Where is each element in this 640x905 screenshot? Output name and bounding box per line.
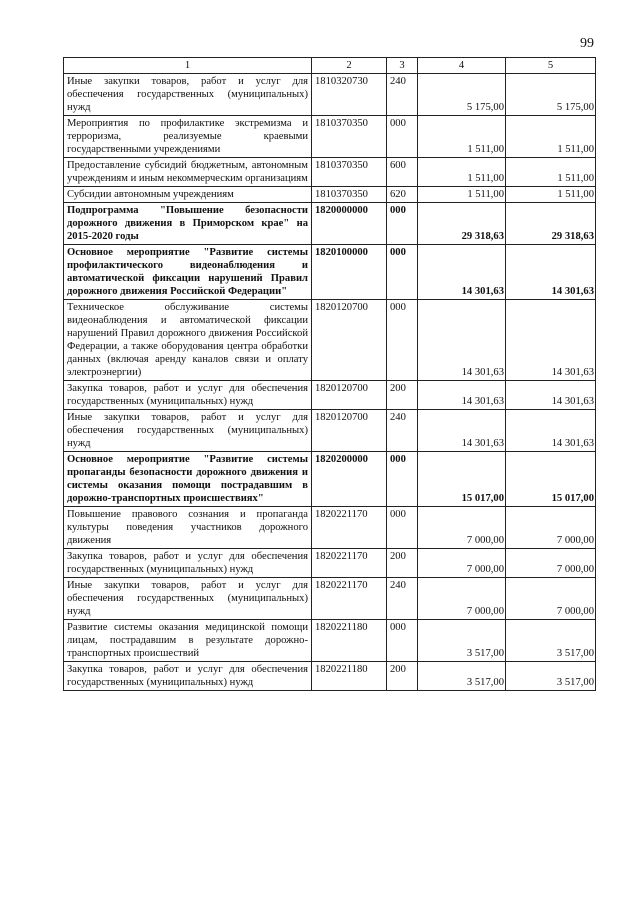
row-type-cell: 000: [387, 507, 418, 549]
row-type-cell: 000: [387, 620, 418, 662]
table-row: [64, 452, 596, 507]
row-amount-col4-cell: 1 511,00: [418, 187, 506, 203]
row-amount-col4-cell: 1 511,00: [418, 158, 506, 187]
row-amount-col5-cell: 1 511,00: [506, 158, 596, 187]
row-amount-col4-cell: 14 301,63: [418, 245, 506, 300]
row-code-cell: 1820221170: [312, 578, 387, 620]
row-code-cell: 1820120700: [312, 300, 387, 381]
header-row: [64, 58, 596, 74]
row-amount-col5-cell: 15 017,00: [506, 452, 596, 507]
row-code-cell: 1810370350: [312, 116, 387, 158]
table-row: [64, 549, 596, 578]
row-type-cell: 000: [387, 452, 418, 507]
row-name-cell: Закупка товаров, работ и услуг для обеспечения государственных (муниципальных) нужд: [64, 381, 312, 410]
table-row: [64, 245, 596, 300]
row-amount-col5-cell: 3 517,00: [506, 662, 596, 691]
row-name-cell: Повышение правового сознания и пропаганда культуры поведения участников дорожного движения: [64, 507, 312, 549]
row-amount-col4-cell: 14 301,63: [418, 410, 506, 452]
row-name-cell: Иные закупки товаров, работ и услуг для обеспечения государственных (муниципальных) нужд: [64, 578, 312, 620]
row-name-cell: Основное мероприятие "Развитие системы пропаганды безопасности дорожного движения и системы оказания помощи пострадавшим в дорожно-транспортных происшествиях": [64, 452, 312, 507]
row-name-cell: Иные закупки товаров, работ и услуг для обеспечения государственных (муниципальных) нужд: [64, 74, 312, 116]
table-row: [64, 507, 596, 549]
row-amount-col5-cell: 7 000,00: [506, 507, 596, 549]
row-amount-col4-cell: 7 000,00: [418, 578, 506, 620]
row-name-cell: Мероприятия по профилактике экстремизма и терроризма, реализуемые краевыми государственными учреждениями: [64, 116, 312, 158]
row-name-cell: Основное мероприятие "Развитие системы профилактического видеонаблюдения и автоматической фиксации нарушений Правил дорожного движения Российской Федерации": [64, 245, 312, 300]
row-amount-col5-cell: 29 318,63: [506, 203, 596, 245]
row-amount-col5-cell: 5 175,00: [506, 74, 596, 116]
row-amount-col5-cell: 14 301,63: [506, 410, 596, 452]
row-type-cell: 200: [387, 662, 418, 691]
row-type-cell: 000: [387, 203, 418, 245]
row-name-cell: Развитие системы оказания медицинской помощи лицам, пострадавшим в результате дорожно-транспортных происшествий: [64, 620, 312, 662]
header-cell-4: 4: [418, 58, 506, 74]
table-row: [64, 578, 596, 620]
row-name-cell: Субсидии автономным учреждениям: [64, 187, 312, 203]
table-row: [64, 74, 596, 116]
row-code-cell: 1820221170: [312, 507, 387, 549]
row-code-cell: 1820100000: [312, 245, 387, 300]
row-amount-col5-cell: 14 301,63: [506, 245, 596, 300]
row-type-cell: 200: [387, 549, 418, 578]
table-row: [64, 116, 596, 158]
row-name-cell: Закупка товаров, работ и услуг для обеспечения государственных (муниципальных) нужд: [64, 662, 312, 691]
table-row: [64, 158, 596, 187]
row-code-cell: 1810370350: [312, 158, 387, 187]
row-amount-col4-cell: 7 000,00: [418, 549, 506, 578]
row-amount-col5-cell: 14 301,63: [506, 300, 596, 381]
row-amount-col5-cell: 1 511,00: [506, 187, 596, 203]
row-name-cell: Закупка товаров, работ и услуг для обеспечения государственных (муниципальных) нужд: [64, 549, 312, 578]
row-code-cell: 1820120700: [312, 381, 387, 410]
table-header: [64, 58, 596, 74]
row-type-cell: 000: [387, 116, 418, 158]
row-code-cell: 1820000000: [312, 203, 387, 245]
row-code-cell: 1820200000: [312, 452, 387, 507]
header-cell-2: 2: [312, 58, 387, 74]
table-row: [64, 203, 596, 245]
row-amount-col5-cell: 7 000,00: [506, 549, 596, 578]
row-amount-col4-cell: 15 017,00: [418, 452, 506, 507]
row-amount-col4-cell: 29 318,63: [418, 203, 506, 245]
table-row: [64, 620, 596, 662]
row-name-cell: Предоставление субсидий бюджетным, автономным учреждениям и иным некоммерческим организациям: [64, 158, 312, 187]
table-row: [64, 662, 596, 691]
row-name-cell: Техническое обслуживание системы видеонаблюдения и автоматической фиксации нарушений Правил дорожного движения Российской Федерации, а также оборудования центра обработки данных (включая аренду каналов связи и оплату электроэнергии): [64, 300, 312, 381]
page-number: 99: [580, 36, 594, 51]
row-amount-col4-cell: 5 175,00: [418, 74, 506, 116]
row-code-cell: 1820120700: [312, 410, 387, 452]
row-code-cell: 1820221170: [312, 549, 387, 578]
row-type-cell: 240: [387, 74, 418, 116]
row-amount-col4-cell: 3 517,00: [418, 620, 506, 662]
row-code-cell: 1810320730: [312, 74, 387, 116]
header-cell-3: 3: [387, 58, 418, 74]
row-name-cell: Подпрограмма "Повышение безопасности дорожного движения в Приморском крае" на 2015-2020 годы: [64, 203, 312, 245]
row-amount-col4-cell: 14 301,63: [418, 300, 506, 381]
row-code-cell: 1810370350: [312, 187, 387, 203]
row-type-cell: 600: [387, 158, 418, 187]
row-type-cell: 000: [387, 300, 418, 381]
row-type-cell: 200: [387, 381, 418, 410]
row-amount-col5-cell: 3 517,00: [506, 620, 596, 662]
table-row: [64, 300, 596, 381]
row-code-cell: 1820221180: [312, 620, 387, 662]
header-cell-1: 1: [64, 58, 312, 74]
table-row: [64, 381, 596, 410]
row-type-cell: 240: [387, 410, 418, 452]
row-amount-col4-cell: 1 511,00: [418, 116, 506, 158]
row-type-cell: 620: [387, 187, 418, 203]
row-amount-col4-cell: 14 301,63: [418, 381, 506, 410]
row-code-cell: 1820221180: [312, 662, 387, 691]
row-amount-col5-cell: 14 301,63: [506, 381, 596, 410]
table-body: [64, 74, 596, 691]
row-type-cell: 000: [387, 245, 418, 300]
budget-table: [63, 57, 596, 691]
row-amount-col5-cell: 7 000,00: [506, 578, 596, 620]
header-cell-5: 5: [506, 58, 596, 74]
table-row: [64, 187, 596, 203]
row-amount-col5-cell: 1 511,00: [506, 116, 596, 158]
row-type-cell: 240: [387, 578, 418, 620]
row-amount-col4-cell: 3 517,00: [418, 662, 506, 691]
table-row: [64, 410, 596, 452]
row-name-cell: Иные закупки товаров, работ и услуг для обеспечения государственных (муниципальных) нужд: [64, 410, 312, 452]
row-amount-col4-cell: 7 000,00: [418, 507, 506, 549]
